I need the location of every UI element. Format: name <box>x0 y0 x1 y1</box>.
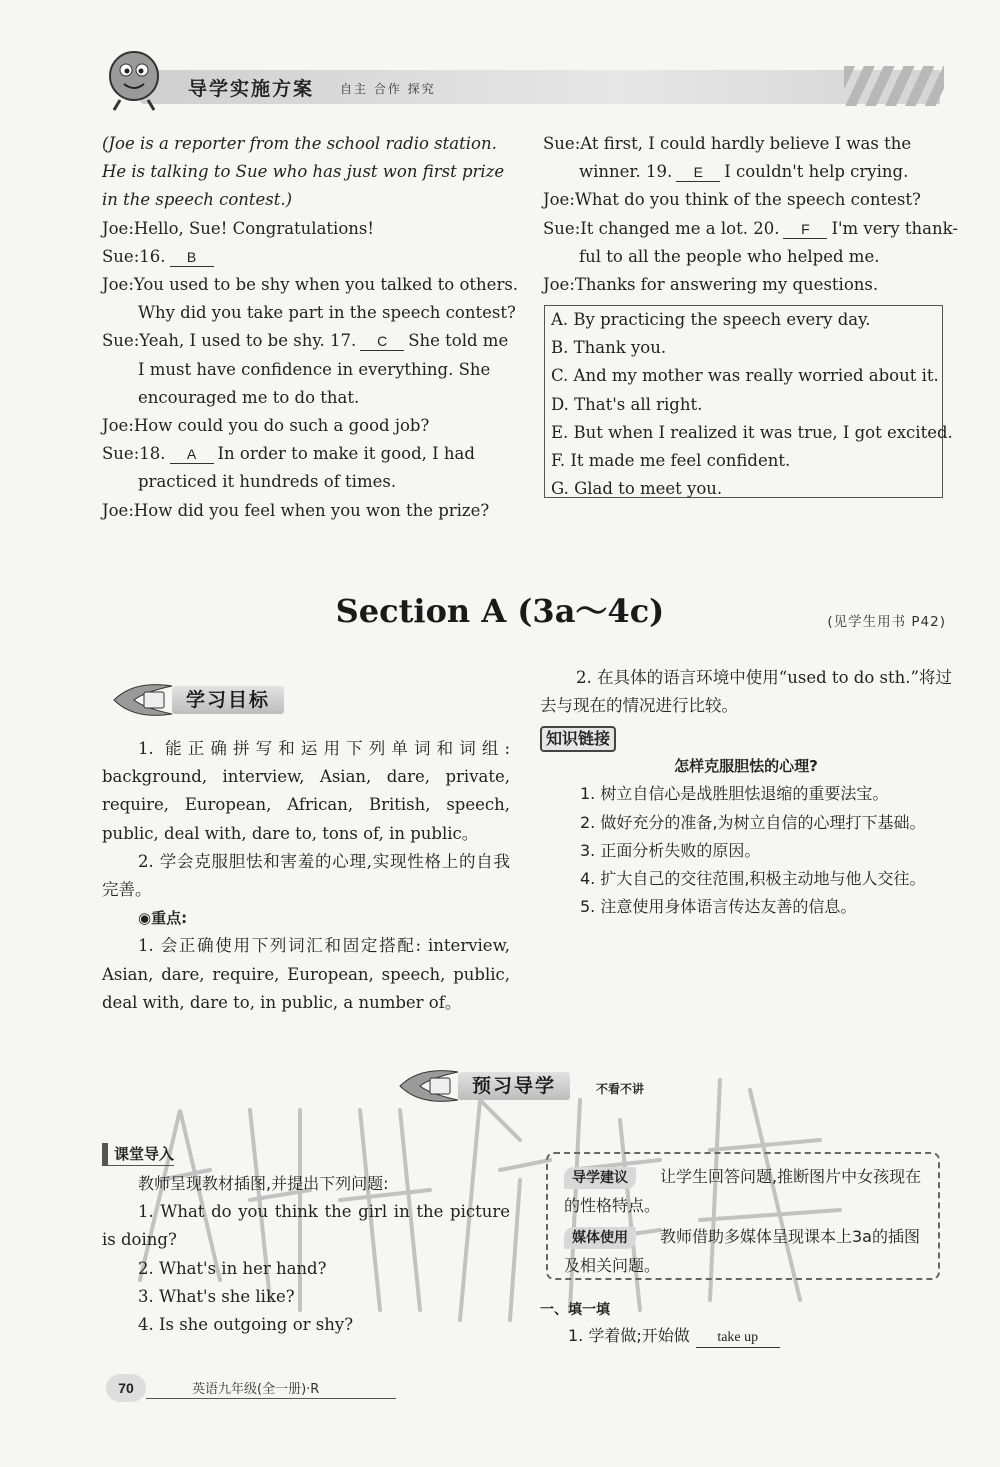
intro-line: (Joe is a reporter from the school radio station. <box>102 134 497 153</box>
book-title: 英语九年级(全一册)·R <box>192 1382 320 1397</box>
page-header <box>100 62 950 106</box>
dialogue-line <box>543 243 953 271</box>
goals-banner-label: 学习目标 <box>172 686 284 714</box>
dialogue-line <box>102 497 512 525</box>
answer-option: F. It made me feel confident. <box>551 451 791 471</box>
line-text: Thanks for answering my questions. <box>574 275 879 295</box>
dialogue-line <box>102 468 512 496</box>
class-intro-tag: 课堂导入 <box>102 1143 174 1166</box>
section-reference: (见学生用书 P42) <box>827 614 946 630</box>
knowledge-point: 4. 扩大自己的交往范围,积极主动地与他人交往。 <box>580 869 926 889</box>
speaker: Joe: <box>102 500 134 520</box>
dialogue-line <box>102 243 512 271</box>
dialogue-line <box>543 130 953 158</box>
line-text: It changed me a lot. 20. <box>580 218 780 238</box>
line-text: At first, I could hardly believe I was the <box>580 134 912 153</box>
goal-item-2: 2. 学会克服胆怯和害羞的心理,实现性格上的自我完善。 <box>102 851 510 900</box>
line-text: I must have confidence in everything. She <box>138 359 491 379</box>
line-text: Yeah, I used to be shy. 17. <box>139 331 357 351</box>
page-footer <box>100 1372 400 1402</box>
goals-content <box>102 735 510 1017</box>
line-text: How did you feel when you won the prize? <box>133 500 490 520</box>
media-label: 媒体使用 <box>564 1227 636 1249</box>
media-text: 教师借助多媒体呈现课本上3a的插图及相关问题。 <box>564 1227 920 1275</box>
footer-rule <box>146 1398 396 1399</box>
answer-blank[interactable]: B <box>170 248 214 267</box>
line-text: In order to make it good, I had <box>217 444 475 464</box>
speaker: Joe: <box>102 218 134 238</box>
answer-blank[interactable]: F <box>783 220 827 239</box>
wing-icon <box>390 1066 460 1106</box>
dialogue-line <box>102 327 512 355</box>
speaker: Sue: <box>102 246 140 266</box>
line-text: winner. 19. <box>579 162 673 182</box>
goal-item-1: 1. 能正确拼写和运用下列单词和词组: background, interview, Asian, dare, private, require, European, African, British, speech, public, deal with, dare to, tons of, in public。 <box>102 739 510 843</box>
answer-option: B. Thank you. <box>551 338 667 358</box>
wing-icon <box>104 680 174 720</box>
speaker: Joe: <box>102 416 134 436</box>
dialogue-left <box>102 130 519 525</box>
speaker: Joe: <box>102 275 134 295</box>
line-text: What do you think of the speech contest? <box>574 190 921 210</box>
answer-option: D. That's all right. <box>551 394 703 414</box>
preview-tag: 不看不讲 <box>596 1082 645 1096</box>
dialogue-line <box>543 271 953 299</box>
intro-question-4: 4. Is she outgoing or shy? <box>138 1315 354 1335</box>
line-text: Hello, Sue! Congratulations! <box>133 218 374 238</box>
knowledge-point: 2. 做好充分的准备,为树立自信的心理打下基础。 <box>580 812 926 832</box>
line-text: 18. <box>139 444 166 464</box>
speaker: Joe: <box>543 190 575 210</box>
line-text: I couldn't help crying. <box>724 162 909 182</box>
knowledge-point: 3. 正面分析失败的原因。 <box>580 840 761 860</box>
suggestion-1 <box>564 1162 922 1220</box>
line-text: encouraged me to do that. <box>138 387 360 407</box>
header-stripes <box>844 66 944 106</box>
dialogue-line <box>102 271 519 299</box>
knowledge-tag-row <box>540 726 952 752</box>
knowledge-link-tag: 知识链接 <box>540 726 616 752</box>
dialogue-line <box>543 186 953 214</box>
class-intro <box>102 1143 510 1339</box>
dialogue-lines-right <box>543 130 958 299</box>
speaker: Sue: <box>102 331 140 351</box>
goals-right <box>540 664 952 921</box>
line-text: 16. <box>139 246 166 266</box>
suggestion-text: 让学生回答问题,推断图片中女孩现在的性格特点。 <box>564 1167 922 1215</box>
suggestion-2 <box>564 1222 922 1280</box>
dialogue-line <box>102 440 512 468</box>
line-text: You used to be shy when you talked to others. <box>133 275 519 295</box>
answer-option: C. And my mother was really worried about it. <box>551 366 939 386</box>
line-text: She told me <box>408 331 509 351</box>
dialogue-line <box>543 215 958 243</box>
line-text: I'm very thank- <box>831 218 958 238</box>
fill-in-heading: 一、填一填 <box>540 1302 610 1318</box>
line-text: practiced it hundreds of times. <box>138 472 397 492</box>
answer-blank[interactable]: A <box>170 445 214 464</box>
fill-in-prompt: 1. 学着做;开始做 <box>568 1326 690 1345</box>
key-point-2: 2. 在具体的语言环境中使用“used to do sth.”将过去与现在的情况进行比较。 <box>540 668 952 716</box>
knowledge-question: 怎样克服胆怯的心理? <box>674 757 818 776</box>
knowledge-point: 5. 注意使用身体语言传达友善的信息。 <box>580 897 857 917</box>
answer-options-box <box>544 305 953 499</box>
dialogue-line <box>543 158 953 186</box>
section-title: Section A (3a～4c) <box>335 592 665 630</box>
answer-blank[interactable]: E <box>676 163 720 182</box>
goals-banner <box>104 680 334 720</box>
line-text: How could you do such a good job? <box>133 416 430 436</box>
answer-option: A. By practicing the speech every day. <box>551 310 871 329</box>
teaching-suggestion-box <box>546 1152 940 1280</box>
answer-blank[interactable]: C <box>360 332 404 351</box>
fill-in-answer: take up <box>696 1329 780 1348</box>
knowledge-point: 1. 树立自信心是战胜胆怯退缩的重要法宝。 <box>580 784 889 804</box>
preview-banner <box>390 1066 690 1106</box>
dialogue-line <box>102 356 512 384</box>
class-intro-lead: 教师呈现教材插图,并提出下列问题: <box>138 1174 389 1193</box>
dialogue-line <box>102 384 512 412</box>
dialogue-right <box>543 130 958 299</box>
intro-question-2: 2. What's in her hand? <box>138 1258 327 1278</box>
header-subtitle: 自主 合作 探究 <box>340 82 436 96</box>
page-number: 70 <box>106 1374 146 1402</box>
mascot-icon <box>100 44 170 114</box>
preview-banner-label: 预习导学 <box>458 1072 570 1100</box>
dialogue-line <box>102 299 516 327</box>
header-title: 导学实施方案 <box>188 78 315 100</box>
intro-line: He is talking to Sue who has just won first prize <box>102 162 505 182</box>
speaker: Joe: <box>543 275 575 295</box>
dialogue-lines-left <box>102 215 519 525</box>
fill-in-section <box>540 1298 952 1350</box>
intro-line: in the speech contest.) <box>102 190 293 210</box>
answer-option: E. But when I realized it was true, I got excited. <box>551 422 953 442</box>
answer-option: G. Glad to meet you. <box>551 479 723 499</box>
line-text: Why did you take part in the speech contest? <box>138 303 516 323</box>
suggestion-label: 导学建议 <box>564 1167 636 1189</box>
class-intro-tag-row <box>102 1143 510 1166</box>
fill-in-item <box>540 1322 952 1350</box>
speaker: Sue: <box>543 218 581 238</box>
speaker: Sue: <box>102 444 140 464</box>
speaker: Sue: <box>543 134 581 153</box>
knowledge-points <box>540 780 952 921</box>
intro-question-3: 3. What's she like? <box>138 1286 295 1306</box>
key-point-1: 1. 会正确使用下列词汇和固定搭配: interview, Asian, dare, require, European, speech, public, deal with, dare to, in public, a number of。 <box>102 936 510 1012</box>
line-text: ful to all the people who helped me. <box>579 246 880 266</box>
dialogue-line <box>102 215 512 243</box>
dialogue-line <box>102 412 512 440</box>
key-points-label: ◉重点: <box>138 909 188 928</box>
intro-question-1: 1. What do you think the girl in the picture is doing? <box>102 1202 510 1250</box>
